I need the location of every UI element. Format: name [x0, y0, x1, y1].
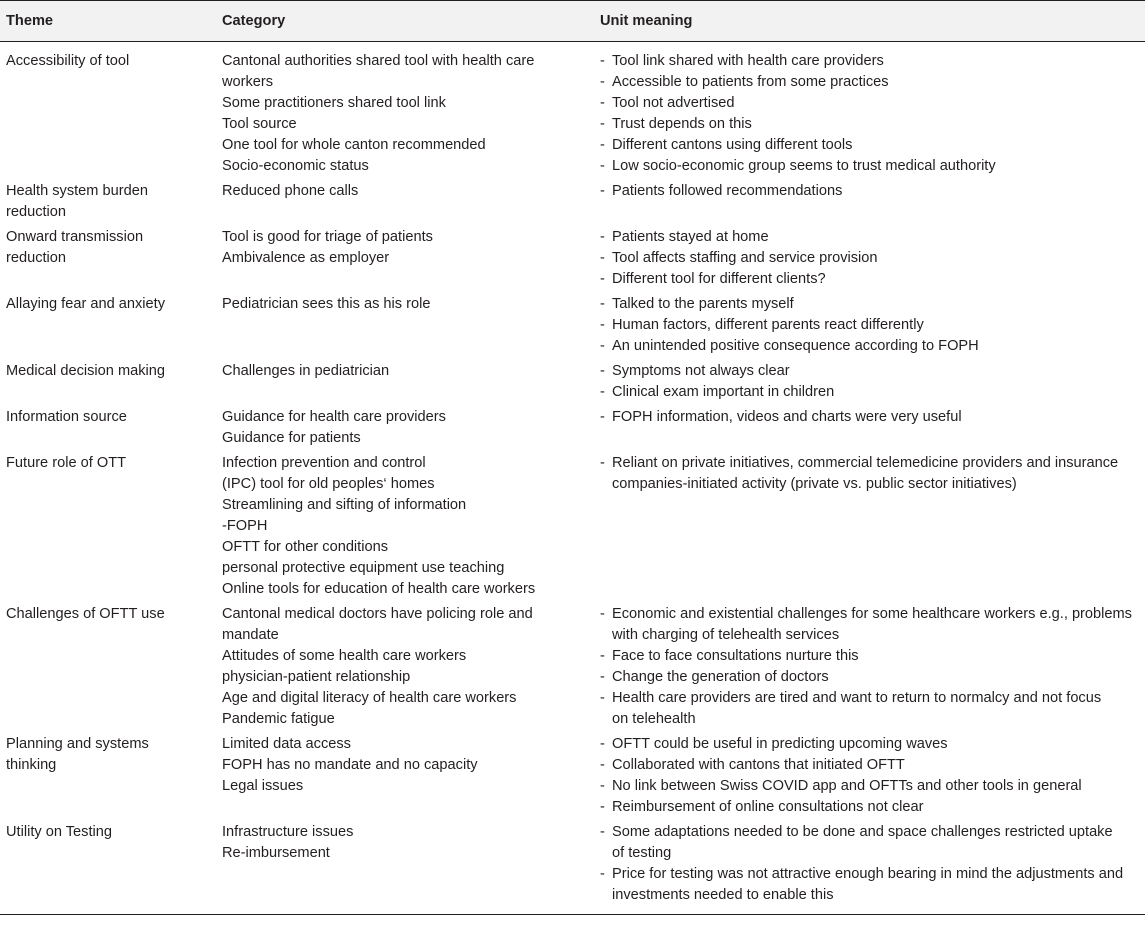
category-cell: [216, 225, 594, 292]
theme-text: Onward transmission: [6, 229, 144, 245]
table-row: [0, 405, 1145, 451]
category-cell: [216, 451, 594, 602]
unit-meaning-item: [600, 114, 1145, 135]
bullet-dash: -: [600, 455, 605, 471]
category-text: Cantonal medical doctors have policing role and: [222, 606, 533, 622]
header-theme: Theme: [6, 13, 54, 29]
category-text: One tool for whole canton recommended: [222, 137, 486, 153]
header-category: Category: [222, 13, 286, 29]
table-row: [0, 179, 1145, 225]
unit-meaning-item: [600, 156, 1145, 177]
theme-cell: [0, 405, 216, 451]
category-text: Infrastructure issues: [222, 824, 354, 840]
theme-cell: [0, 820, 216, 915]
category-text: Ambivalence as employer: [222, 250, 390, 266]
category-text: Some practitioners shared tool link: [222, 95, 446, 111]
unit-meaning-item: [600, 797, 1145, 818]
unit-meaning-item: [600, 604, 1145, 646]
bullet-dash: -: [600, 690, 605, 706]
bullet-dash: -: [600, 158, 605, 174]
unit-meaning-text: Trust depends on this: [612, 116, 752, 132]
theme-cell: [0, 179, 216, 225]
category-text: Age and digital literacy of health care workers: [222, 690, 517, 706]
category-text: (IPC) tool for old peoples‘ homes: [222, 476, 435, 492]
bullet-dash: -: [600, 271, 605, 287]
table-row: [0, 42, 1145, 180]
unit-meaning-text: Patients stayed at home: [612, 229, 769, 245]
bullet-dash: -: [600, 648, 605, 664]
theme-cell: [0, 292, 216, 359]
bullet-dash: -: [600, 116, 605, 132]
unit-meaning-text: Tool link shared with health care providers: [612, 53, 884, 69]
unit-meaning-text: No link between Swiss COVID app and OFTTs and other tools in general: [612, 778, 1082, 794]
unit-meaning-text: investments needed to enable this: [612, 887, 834, 903]
unit-meaning-text: Symptoms not always clear: [612, 363, 790, 379]
unit-meaning-text: Clinical exam important in children: [612, 384, 835, 400]
bullet-dash: -: [600, 799, 605, 815]
unit-meaning-item: [600, 51, 1145, 72]
table-header-row: [0, 1, 1145, 42]
table-body: [0, 42, 1145, 915]
unit-meaning-text: FOPH information, videos and charts were very useful: [612, 409, 962, 425]
category-text: Reduced phone calls: [222, 183, 359, 199]
unit-meaning-item: [600, 336, 1145, 357]
unit-meaning-item: [600, 181, 1145, 202]
unit-meaning-item: [600, 382, 1145, 403]
theme-cell: [0, 225, 216, 292]
category-cell: [216, 292, 594, 359]
unit-meaning-item: [600, 227, 1145, 248]
unit-meaning-text: Some adaptations needed to be done and space challenges restricted uptake: [612, 824, 1113, 840]
category-text: Tool is good for triage of patients: [222, 229, 433, 245]
unit-meaning-item: [600, 453, 1145, 495]
category-text: Pediatrician sees this as his role: [222, 296, 431, 312]
bullet-dash: -: [600, 95, 605, 111]
bullet-dash: -: [600, 824, 605, 840]
bullet-dash: -: [600, 338, 605, 354]
unit-meaning-item: [600, 135, 1145, 156]
unit-meaning-text: Change the generation of doctors: [612, 669, 829, 685]
unit-meaning-text: Reliant on private initiatives, commercial telemedicine providers and insurance: [612, 455, 1119, 471]
unit-meaning-text: Tool affects staffing and service provision: [612, 250, 878, 266]
category-text: Tool source: [222, 116, 297, 132]
unit-meaning-cell: [594, 42, 1145, 180]
unit-meaning-text: companies-initiated activity (private vs. public sector initiatives): [612, 476, 1017, 492]
header-unit-meaning: Unit meaning: [600, 13, 693, 29]
unit-meaning-text: OFTT could be useful in predicting upcoming waves: [612, 736, 948, 752]
bullet-dash: -: [600, 757, 605, 773]
category-cell: [216, 820, 594, 915]
unit-meaning-item: [600, 667, 1145, 688]
unit-meaning-cell: [594, 359, 1145, 405]
unit-meaning-item: [600, 776, 1145, 797]
unit-meaning-item: [600, 755, 1145, 776]
category-text: Streamlining and sifting of information: [222, 497, 467, 513]
category-cell: [216, 732, 594, 820]
category-cell: [216, 42, 594, 180]
unit-meaning-item: [600, 864, 1145, 906]
unit-meaning-text: on telehealth: [612, 711, 696, 727]
bullet-dash: -: [600, 669, 605, 685]
category-text: Challenges in pediatrician: [222, 363, 390, 379]
category-text: Guidance for patients: [222, 430, 361, 446]
unit-meaning-text: Talked to the parents myself: [612, 296, 794, 312]
bullet-dash: -: [600, 736, 605, 752]
theme-text: Challenges of OFTT use: [6, 606, 165, 622]
table-row: [0, 359, 1145, 405]
unit-meaning-cell: [594, 292, 1145, 359]
unit-meaning-text: Face to face consultations nurture this: [612, 648, 859, 664]
category-text: Attitudes of some health care workers: [222, 648, 467, 664]
category-text: Socio-economic status: [222, 158, 369, 174]
unit-meaning-cell: [594, 451, 1145, 602]
unit-meaning-cell: [594, 602, 1145, 732]
unit-meaning-text: Different cantons using different tools: [612, 137, 853, 153]
unit-meaning-text: Different tool for different clients?: [612, 271, 826, 287]
category-text: OFTT for other conditions: [222, 539, 389, 555]
unit-meaning-item: [600, 361, 1145, 382]
theme-text: Accessibility of tool: [6, 53, 130, 69]
category-text: workers: [222, 74, 274, 90]
unit-meaning-text: An unintended positive consequence according to FOPH: [612, 338, 979, 354]
theme-text: Utility on Testing: [6, 824, 112, 840]
bullet-dash: -: [600, 778, 605, 794]
unit-meaning-cell: [594, 225, 1145, 292]
unit-meaning-item: [600, 93, 1145, 114]
table-row: [0, 451, 1145, 602]
theme-cell: [0, 359, 216, 405]
unit-meaning-item: [600, 248, 1145, 269]
unit-meaning-item: [600, 269, 1145, 290]
category-text: physician-patient relationship: [222, 669, 411, 685]
unit-meaning-text: Accessible to patients from some practices: [612, 74, 889, 90]
category-text: Limited data access: [222, 736, 351, 752]
category-text: Legal issues: [222, 778, 304, 794]
unit-meaning-item: [600, 734, 1145, 755]
theme-text: reduction: [6, 250, 67, 266]
category-text: Guidance for health care providers: [222, 409, 446, 425]
category-text: Pandemic fatigue: [222, 711, 335, 727]
bullet-dash: -: [600, 250, 605, 266]
unit-meaning-item: [600, 315, 1145, 336]
unit-meaning-text: with charging of telehealth services: [612, 627, 840, 643]
unit-meaning-text: Tool not advertised: [612, 95, 735, 111]
bullet-dash: -: [600, 866, 605, 882]
theme-cell: [0, 732, 216, 820]
theme-text: Allaying fear and anxiety: [6, 296, 166, 312]
unit-meaning-item: [600, 688, 1145, 730]
unit-meaning-text: Collaborated with cantons that initiated OFTT: [612, 757, 905, 773]
bullet-dash: -: [600, 317, 605, 333]
bullet-dash: -: [600, 229, 605, 245]
unit-meaning-item: [600, 72, 1145, 93]
category-cell: [216, 602, 594, 732]
unit-meaning-cell: [594, 820, 1145, 915]
unit-meaning-text: Patients followed recommendations: [612, 183, 843, 199]
unit-meaning-cell: [594, 179, 1145, 225]
category-cell: [216, 405, 594, 451]
unit-meaning-text: Reimbursement of online consultations not clear: [612, 799, 924, 815]
category-text: mandate: [222, 627, 279, 643]
theme-text: Planning and systems: [6, 736, 149, 752]
bullet-dash: -: [600, 296, 605, 312]
bullet-dash: -: [600, 74, 605, 90]
unit-meaning-text: Low socio-economic group seems to trust medical authority: [612, 158, 996, 174]
unit-meaning-text: Health care providers are tired and want to return to normalcy and not focus: [612, 690, 1102, 706]
category-text: Cantonal authorities shared tool with health care: [222, 53, 535, 69]
table-row: [0, 225, 1145, 292]
theme-cell: [0, 42, 216, 180]
theme-text: Future role of OTT: [6, 455, 127, 471]
bullet-dash: -: [600, 53, 605, 69]
table-row: [0, 292, 1145, 359]
theme-text: reduction: [6, 204, 67, 220]
theme-text: Medical decision making: [6, 363, 165, 379]
unit-meaning-text: Economic and existential challenges for some healthcare workers e.g., problems: [612, 606, 1132, 622]
unit-meaning-cell: [594, 405, 1145, 451]
unit-meaning-text: Price for testing was not attractive enough bearing in mind the adjustments and: [612, 866, 1124, 882]
table-row: [0, 602, 1145, 732]
unit-meaning-text: of testing: [612, 845, 672, 861]
theme-text: thinking: [6, 757, 57, 773]
category-text: personal protective equipment use teaching: [222, 560, 505, 576]
theme-text: Health system burden: [6, 183, 148, 199]
category-text: Infection prevention and control: [222, 455, 426, 471]
category-cell: [216, 179, 594, 225]
theme-cell: [0, 451, 216, 602]
bullet-dash: -: [600, 606, 605, 622]
category-text: Online tools for education of health care workers: [222, 581, 536, 597]
bullet-dash: -: [600, 409, 605, 425]
category-text: Re-imbursement: [222, 845, 330, 861]
unit-meaning-cell: [594, 732, 1145, 820]
bullet-dash: -: [600, 183, 605, 199]
theme-cell: [0, 602, 216, 732]
category-text: -FOPH: [222, 518, 268, 534]
unit-meaning-text: Human factors, different parents react differently: [612, 317, 924, 333]
unit-meaning-item: [600, 407, 1145, 428]
table-row: [0, 820, 1145, 915]
table-row: [0, 732, 1145, 820]
category-text: FOPH has no mandate and no capacity: [222, 757, 478, 773]
category-cell: [216, 359, 594, 405]
unit-meaning-item: [600, 646, 1145, 667]
bullet-dash: -: [600, 137, 605, 153]
bullet-dash: -: [600, 384, 605, 400]
theme-text: Information source: [6, 409, 127, 425]
unit-meaning-item: [600, 294, 1145, 315]
bullet-dash: -: [600, 363, 605, 379]
unit-meaning-item: [600, 822, 1145, 864]
